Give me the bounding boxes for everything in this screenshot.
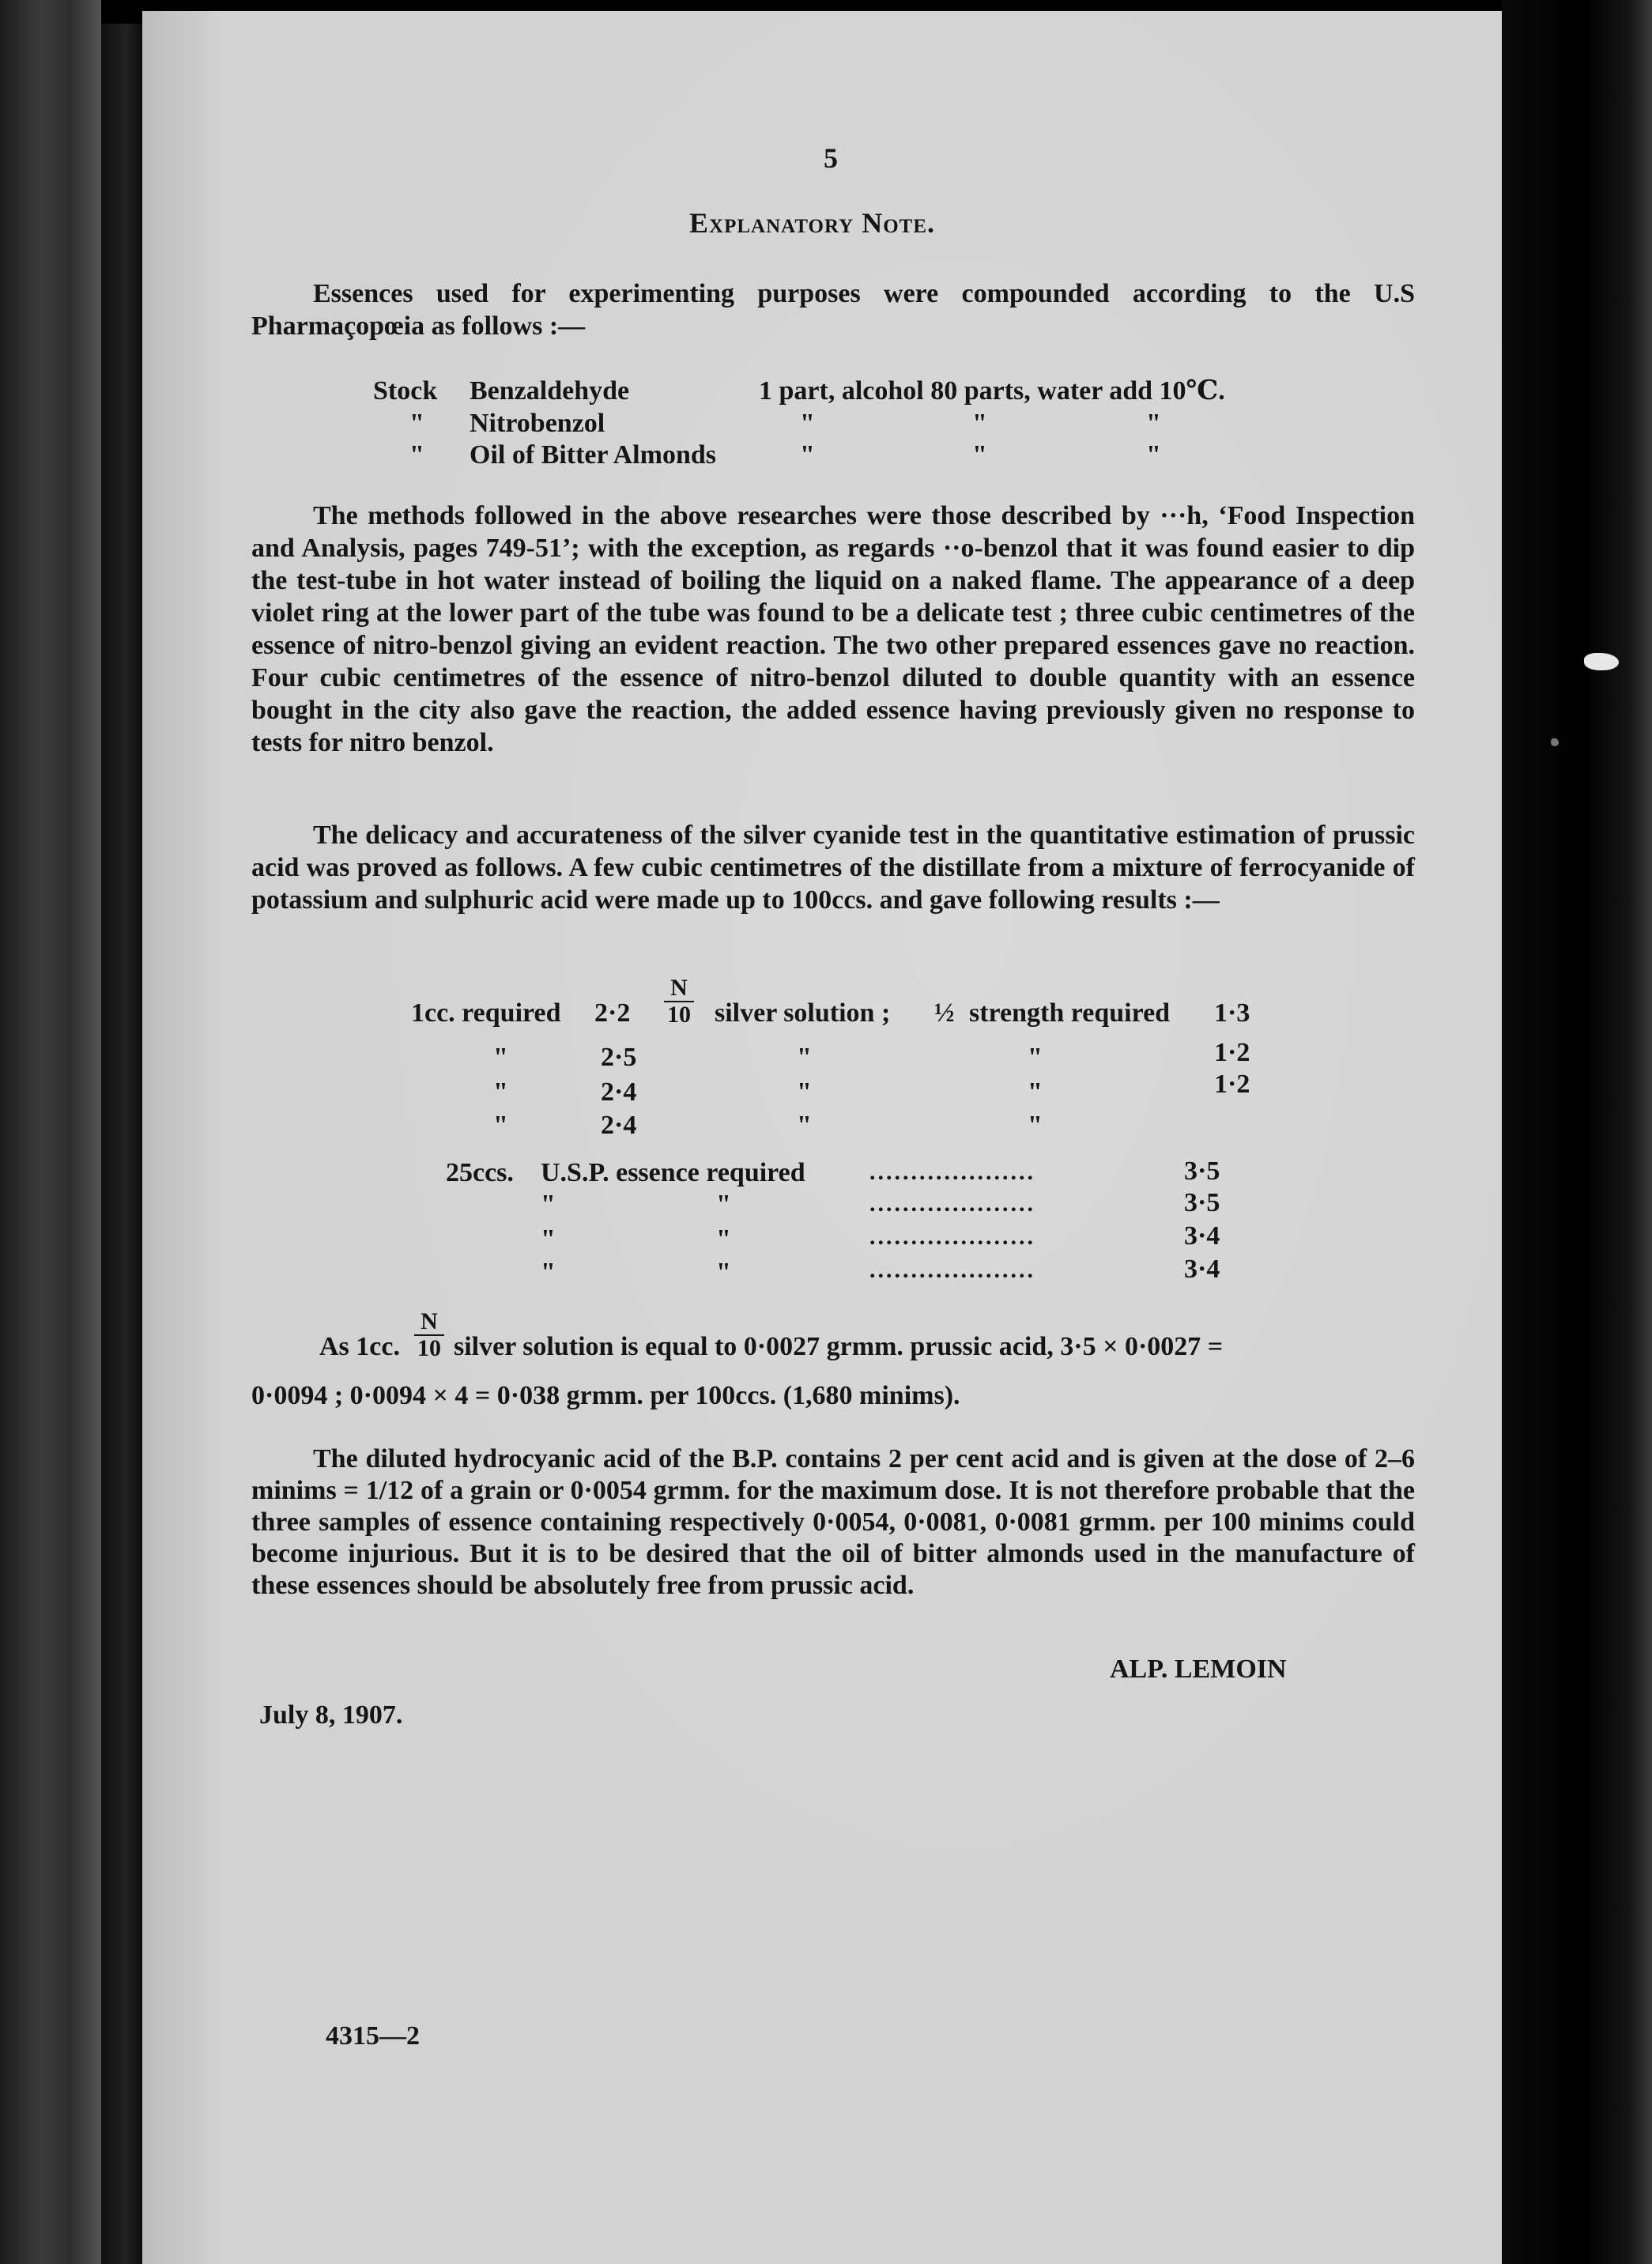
half-value: 1·3 xyxy=(1214,998,1250,1028)
page-heading: Explanatory Note. xyxy=(689,207,936,239)
footer-code: 4315—2 xyxy=(326,2021,420,2051)
stock-formula: 1 part, alcohol 80 parts, water add 10℃. xyxy=(759,376,1225,406)
dot-leader: .................... xyxy=(869,1257,1035,1283)
equation-line-1: silver solution is equal to 0·0027 grmm. prussic acid, 3·5 × 0·0027 = xyxy=(454,1332,1224,1361)
paper-flake xyxy=(1551,738,1559,746)
stock-prefix: " xyxy=(409,440,424,470)
book-spine xyxy=(101,24,142,2264)
fraction-denominator: 10 xyxy=(664,1001,694,1028)
ditto-mark: " xyxy=(541,1224,556,1254)
result-value: 2·2 xyxy=(594,998,631,1028)
ditto-mark: " xyxy=(493,1111,508,1140)
ditto-mark: " xyxy=(797,1043,812,1072)
delicacy-paragraph xyxy=(251,819,1415,916)
scan-left-margin xyxy=(0,0,101,2264)
usp-essence: U.S.P. essence required xyxy=(541,1158,805,1187)
stock-prefix: " xyxy=(409,409,424,438)
diluted-paragraph xyxy=(251,1443,1415,1602)
ditto-mark: " xyxy=(493,1043,508,1072)
document-page xyxy=(142,11,1502,2264)
methods-paragraph xyxy=(251,500,1415,759)
ditto-mark: " xyxy=(800,440,815,470)
ditto-mark: " xyxy=(1146,440,1161,470)
fraction-denominator: 10 xyxy=(414,1334,444,1361)
half-fraction: ½ xyxy=(934,998,955,1028)
stock-name: Benzaldehyde xyxy=(470,376,630,406)
ditto-mark: " xyxy=(972,409,987,438)
fraction-numerator: N xyxy=(670,975,688,1001)
methods-text: The methods followed in the above researches were those described by ···h, ‘Food Inspection and Analysis, pages 749-51’; with the exception, as regards ··o-benzol that it was found easier to dip the test-tube in hot water instead of boiling the liquid on a naked flame. The appearance of a deep violet ring at the lower part of the tube was found to be a delicate test ; three cubic centimetres of the essence of nitro-benzol giving an evident reaction. The two other prepared essences gave no reaction. Four cubic centimetres of the essence of nitro-benzol diluted to double quantity with an essence bought in the city also gave the reaction, the added essence having previously given no response to tests for nitro benzol. xyxy=(251,501,1415,757)
stock-name: Nitrobenzol xyxy=(470,409,605,438)
results-prefix: 1cc. required xyxy=(411,998,561,1028)
stock-name: Oil of Bitter Almonds xyxy=(470,440,716,470)
stock-prefix: Stock xyxy=(373,376,438,406)
ditto-mark: " xyxy=(541,1190,556,1219)
ditto-mark: " xyxy=(1028,1111,1043,1140)
result-value: 2·4 xyxy=(601,1111,637,1140)
ditto-mark: " xyxy=(541,1258,556,1287)
diluted-text: The diluted hydrocyanic acid of the B.P. contains 2 per cent acid and is given at the dose of 2–6 minims = 1/12 of a grain or 0·0054 grmm. for the maximum dose. It is not therefore probable that the three samples of essence containing respectively 0·0054, 0·0081, 0·0081 grmm. per 100 minims could become injurious. But it is to be desired that the oil of bitter almonds used in the manufacture of these essences should be absolutely free from prussic acid. xyxy=(251,1444,1415,1600)
result-value: 2·5 xyxy=(601,1043,637,1072)
dot-leader: .................... xyxy=(869,1159,1035,1185)
fraction-n-over-10 xyxy=(414,1309,444,1361)
delicacy-text: The delicacy and accurateness of the silver cyanide test in the quantitative estimation of prussic acid was proved as follows. A few cubic centimetres of the distillate from a mixture of ferrocyanide of potassium and sulphuric acid were made up to 100ccs. and gave following results :— xyxy=(251,821,1415,915)
ditto-mark: " xyxy=(797,1077,812,1107)
equation-line-2: 0·0094 ; 0·0094 × 4 = 0·038 grmm. per 100ccs. (1,680 minims). xyxy=(251,1381,960,1410)
usp-value: 3·5 xyxy=(1184,1188,1220,1217)
dot-leader: .................... xyxy=(869,1224,1035,1250)
result-value: 2·4 xyxy=(601,1077,637,1107)
ditto-mark: " xyxy=(1146,409,1161,438)
equation-prefix: As 1cc. xyxy=(319,1332,400,1361)
intro-paragraph xyxy=(251,277,1415,342)
usp-label: 25ccs. xyxy=(446,1158,514,1187)
document-date: July 8, 1907. xyxy=(259,1700,403,1730)
ditto-mark: " xyxy=(1028,1043,1043,1072)
dot-leader: .................... xyxy=(869,1190,1035,1217)
paper-flake xyxy=(1584,653,1619,670)
ditto-mark: " xyxy=(716,1258,731,1287)
results-mid: silver solution ; xyxy=(715,998,891,1028)
half-value: 1·2 xyxy=(1214,1038,1250,1067)
signature: ALP. LEMOIN xyxy=(1110,1655,1287,1684)
ditto-mark: " xyxy=(797,1111,812,1140)
usp-value: 3·5 xyxy=(1184,1157,1220,1186)
ditto-mark: " xyxy=(493,1077,508,1107)
usp-value: 3·4 xyxy=(1184,1221,1220,1251)
ditto-mark: " xyxy=(972,440,987,470)
scan-right-margin xyxy=(1502,0,1652,2264)
fraction-numerator: N xyxy=(421,1308,438,1334)
half-value: 1·2 xyxy=(1214,1070,1250,1099)
usp-value: 3·4 xyxy=(1184,1255,1220,1284)
intro-text: Essences used for experimenting purposes were compounded according to the U.S Pharmaçopœia as follows :— xyxy=(251,279,1415,341)
ditto-mark: " xyxy=(716,1224,731,1254)
ditto-mark: " xyxy=(1028,1077,1043,1107)
fraction-n-over-10 xyxy=(664,975,694,1028)
results-strength: strength required xyxy=(969,998,1171,1028)
page-number: 5 xyxy=(824,142,838,174)
ditto-mark: " xyxy=(800,409,815,438)
ditto-mark: " xyxy=(716,1190,731,1219)
